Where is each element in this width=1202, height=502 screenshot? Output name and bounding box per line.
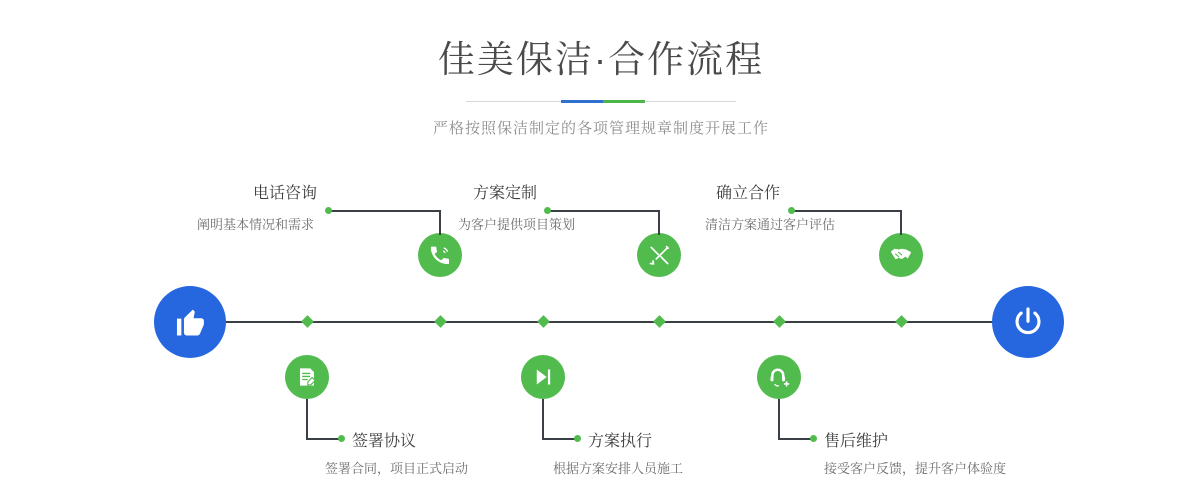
step-2-node[interactable] <box>285 355 329 399</box>
step-4-connector-dot <box>574 435 581 442</box>
title-divider <box>466 100 736 103</box>
timeline-start-badge <box>154 286 226 358</box>
step-6-title: 售后维护 <box>824 433 889 450</box>
step-6-connector-vertical <box>778 399 780 438</box>
divider-blue-segment <box>561 100 603 103</box>
step-4-title: 方案执行 <box>588 433 653 450</box>
handshake-icon <box>889 243 913 267</box>
page-title: 佳美保洁·合作流程 <box>437 39 765 80</box>
step-1-axis-marker <box>434 315 447 328</box>
step-2-axis-marker <box>301 315 314 328</box>
step-1-title: 电话咨询 <box>253 185 318 202</box>
step-5-axis-marker <box>895 315 908 328</box>
step-3-axis-marker <box>653 315 666 328</box>
step-2-connector-horizontal <box>306 438 340 440</box>
page-header <box>0 0 1202 138</box>
step-5-connector-horizontal <box>790 210 901 212</box>
step-6-connector-dot <box>810 435 817 442</box>
step-5-desc: 清洁方案通过客户评估 <box>705 217 836 232</box>
step-6-node[interactable] <box>757 355 801 399</box>
play-forward-icon <box>532 366 554 388</box>
phone-call-icon <box>428 243 452 267</box>
step-6-desc: 接受客户反馈，提升客户体验度 <box>824 461 1007 476</box>
step-6-connector-horizontal <box>778 438 812 440</box>
step-4-connector-horizontal <box>542 438 576 440</box>
step-3-connector-dot <box>544 207 551 214</box>
step-2-connector-vertical <box>306 399 308 438</box>
step-4-desc: 根据方案安排人员施工 <box>553 461 684 476</box>
step-3-connector-horizontal <box>546 210 659 212</box>
step-1-desc: 阐明基本情况和需求 <box>197 217 315 232</box>
step-4-node[interactable] <box>521 355 565 399</box>
step-3-title: 方案定制 <box>473 185 538 202</box>
step-3-desc: 为客户提供项目策划 <box>458 217 576 232</box>
document-edit-icon <box>296 366 318 388</box>
step-1-connector-horizontal <box>327 210 440 212</box>
step-3-connector-vertical <box>658 210 660 235</box>
process-timeline <box>0 150 1202 502</box>
step-6-axis-marker <box>773 315 786 328</box>
step-1-connector-dot <box>325 207 332 214</box>
thumbs-up-icon <box>173 305 207 339</box>
step-2-desc: 签署合同，项目正式启动 <box>325 461 469 476</box>
step-3-node[interactable] <box>637 233 681 277</box>
tools-icon <box>648 244 671 267</box>
step-5-title: 确立合作 <box>716 185 781 202</box>
timeline-axis <box>155 321 1045 323</box>
step-4-connector-vertical <box>542 399 544 438</box>
step-5-node[interactable] <box>879 233 923 277</box>
step-2-title: 签署协议 <box>352 433 417 450</box>
step-5-connector-vertical <box>900 210 902 235</box>
step-4-axis-marker <box>537 315 550 328</box>
step-5-connector-dot <box>788 207 795 214</box>
timeline-end-badge <box>992 286 1064 358</box>
step-1-connector-vertical <box>439 210 441 235</box>
page-subtitle: 严格按照保洁制定的各项管理规章制度开展工作 <box>432 120 769 138</box>
divider-green-segment <box>603 100 645 103</box>
step-1-node[interactable] <box>418 233 462 277</box>
power-icon <box>1010 304 1046 340</box>
step-2-connector-dot <box>338 435 345 442</box>
headset-support-icon <box>768 366 791 389</box>
